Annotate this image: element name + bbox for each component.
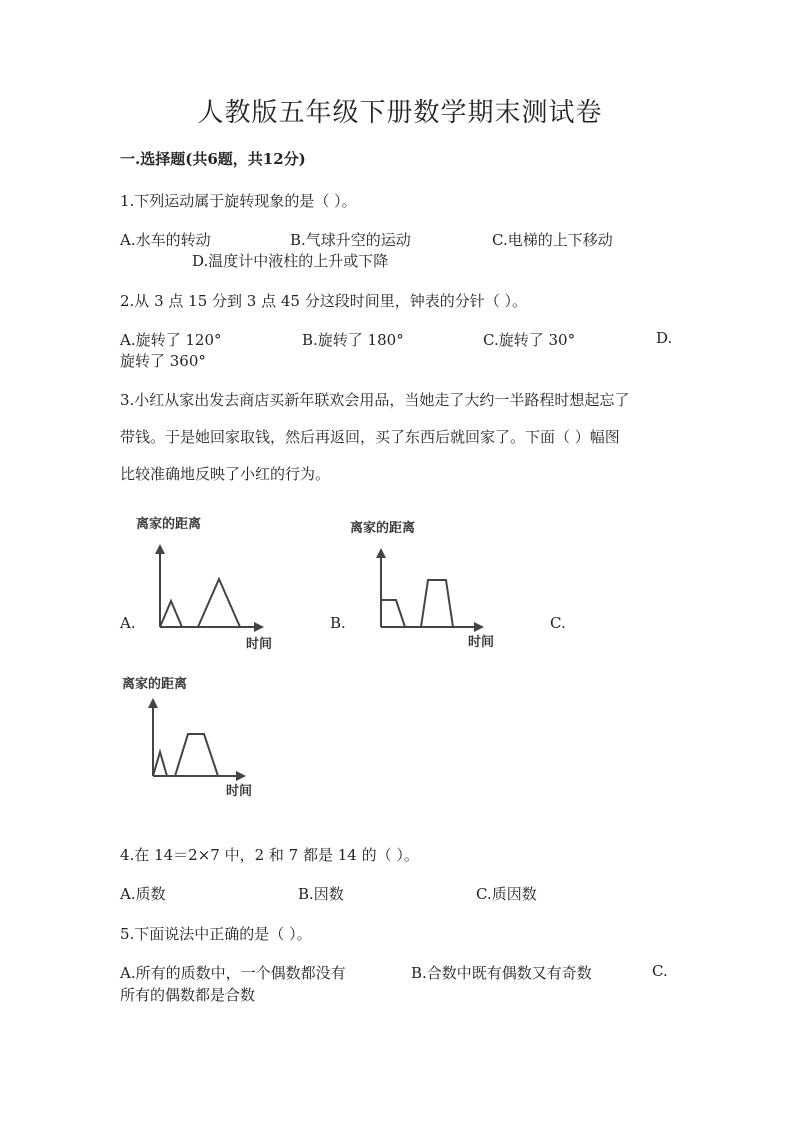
question-1-option-d[interactable]: D.温度计中液柱的上升或下降 — [192, 252, 389, 270]
x-arrow-icon — [474, 622, 484, 632]
question-3-option-a[interactable]: A. — [120, 614, 136, 632]
question-4-option-b[interactable]: B.因数 — [298, 885, 344, 903]
graph-a-y-label: 离家的距离 — [136, 517, 202, 532]
question-5-option-c-label[interactable]: C. — [652, 962, 668, 980]
question-5-option-b[interactable]: B.合数中既有偶数又有奇数 — [411, 964, 592, 982]
question-2-option-d-text: 旋转了 360° — [120, 352, 206, 370]
graph-c-y-label: 离家的距离 — [122, 677, 188, 692]
question-3-line-2: 带钱。于是她回家取钱，然后再返回，买了东西后就回家了。下面（ ）幅图 — [120, 428, 620, 446]
y-arrow-icon — [155, 544, 165, 554]
graph-c-line — [153, 734, 218, 776]
x-arrow-icon — [254, 622, 264, 632]
question-3-line-1: 3.小红从家出发去商店买新年联欢会用品，当她走了大约一半路程时想起忘了 — [120, 391, 630, 409]
question-4-option-c[interactable]: C.质因数 — [476, 885, 537, 903]
graph-b — [348, 512, 508, 657]
question-4-stem: 4.在 14＝2×7 中，2 和 7 都是 14 的（ ）。 — [120, 846, 419, 864]
section-heading: 一.选择题(共6题，共12分) — [120, 150, 306, 168]
question-1-option-a[interactable]: A.水车的转动 — [120, 231, 211, 249]
question-5-option-a[interactable]: A.所有的质数中，一个偶数都没有 — [120, 964, 346, 982]
question-5-stem: 5.下面说法中正确的是（ ）。 — [120, 925, 312, 943]
graph-a — [130, 512, 290, 657]
page-title: 人教版五年级下册数学期末测试卷 — [197, 98, 603, 128]
question-2-option-b[interactable]: B.旋转了 180° — [302, 331, 404, 349]
question-3-option-c[interactable]: C. — [550, 614, 566, 632]
question-5-option-c-text: 所有的偶数都是合数 — [120, 986, 256, 1004]
graph-c-x-label: 时间 — [226, 784, 253, 799]
graph-b-y-label: 离家的距离 — [350, 521, 416, 536]
graph-a-line — [160, 579, 240, 627]
question-2-option-d-label[interactable]: D. — [656, 329, 673, 347]
question-1-option-c[interactable]: C.电梯的上下移动 — [492, 231, 613, 249]
graph-c — [120, 672, 280, 807]
question-2-option-c[interactable]: C.旋转了 30° — [483, 331, 576, 349]
question-3-line-3: 比较准确地反映了小红的行为。 — [120, 465, 331, 483]
x-arrow-icon — [236, 771, 246, 781]
question-2-option-a[interactable]: A.旋转了 120° — [120, 331, 222, 349]
graph-b-x-label: 时间 — [468, 635, 495, 650]
question-1-option-b[interactable]: B.气球升空的运动 — [290, 231, 411, 249]
question-3-option-b[interactable]: B. — [330, 614, 346, 632]
question-1-stem: 1.下列运动属于旋转现象的是（ ）。 — [120, 192, 357, 210]
y-arrow-icon — [148, 698, 158, 708]
graph-a-x-label: 时间 — [246, 637, 273, 652]
graph-b-line — [381, 580, 453, 627]
y-arrow-icon — [376, 548, 386, 558]
question-4-option-a[interactable]: A.质数 — [120, 885, 166, 903]
question-2-stem: 2.从 3 点 15 分到 3 点 45 分这段时间里，钟表的分针（ ）。 — [120, 292, 527, 310]
